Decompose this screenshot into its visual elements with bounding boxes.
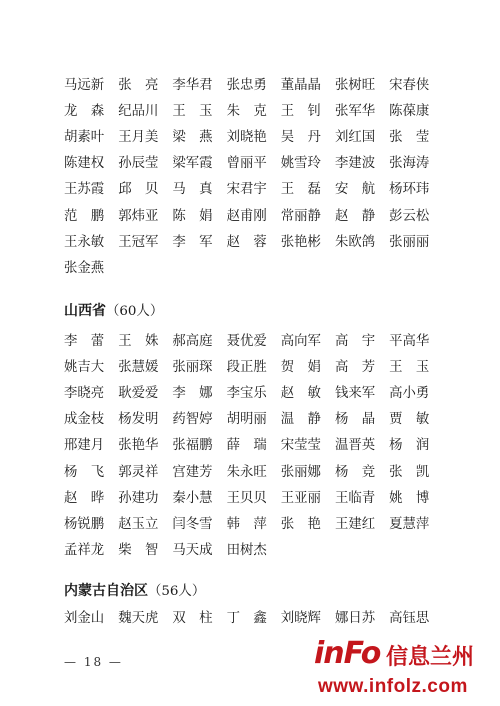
section-heading-inner-mongolia (64, 580, 205, 600)
person-name: 成金枝 (64, 412, 105, 428)
person-name: 贾 敏 (389, 412, 430, 428)
section-count: （56人） (148, 584, 206, 599)
name-row (64, 253, 443, 279)
person-name: 钱来军 (334, 385, 376, 401)
person-name: 姚吉大 (64, 359, 105, 375)
person-name: 吴 丹 (280, 129, 321, 145)
person-name: 魏天虎 (118, 610, 159, 626)
name-row (64, 431, 443, 457)
person-name: 姚 博 (389, 490, 430, 506)
person-name: 王永敏 (64, 234, 105, 250)
person-name: 闫冬雪 (172, 516, 213, 532)
person-name: 邱 贝 (118, 182, 159, 198)
person-name: 宋莹莹 (280, 438, 321, 454)
person-name: 王月美 (118, 129, 159, 145)
name-row (64, 378, 443, 404)
person-name: 张丽丽 (389, 234, 430, 250)
name-row (64, 457, 443, 483)
person-name: 高钰思 (389, 610, 430, 626)
person-name: 张 艳 (280, 516, 321, 532)
person-name: 杨 飞 (64, 464, 105, 480)
person-name: 李建波 (334, 156, 376, 172)
person-name: 高小勇 (389, 385, 430, 401)
person-name: 宋春侠 (389, 77, 430, 93)
name-list-section-2 (64, 326, 443, 562)
name-row (64, 96, 443, 122)
person-name: 秦小慧 (172, 490, 213, 506)
person-name: 张军华 (334, 103, 376, 119)
person-name: 王建红 (334, 516, 376, 532)
person-name: 柴 智 (118, 543, 159, 559)
person-name: 梁军霞 (172, 156, 213, 172)
person-name: 胡明丽 (226, 412, 267, 428)
person-name: 宋君宇 (226, 182, 267, 198)
person-name: 张树旺 (334, 77, 376, 93)
person-name: 王冠军 (118, 234, 159, 250)
person-name: 药智婷 (172, 412, 213, 428)
person-name: 刘晓艳 (226, 129, 267, 145)
person-name: 郭灵祥 (118, 464, 159, 480)
person-name: 杨发明 (118, 412, 159, 428)
name-row (64, 352, 443, 378)
person-name: 李宝乐 (226, 385, 267, 401)
person-name: 朱永旺 (226, 464, 267, 480)
name-row (64, 201, 443, 227)
person-name: 杨 润 (389, 438, 430, 454)
person-name: 陈建权 (64, 156, 105, 172)
person-name: 安 航 (334, 182, 376, 198)
name-list-section-1 (64, 70, 443, 280)
person-name: 王亚丽 (280, 490, 321, 506)
watermark-url: www.infolz.com (318, 676, 468, 697)
person-name: 常丽静 (280, 208, 321, 224)
person-name: 王临青 (334, 490, 376, 506)
name-row (64, 603, 443, 629)
person-name: 聂优爱 (226, 333, 267, 349)
name-row (64, 536, 443, 562)
person-name: 张慧媛 (118, 359, 159, 375)
person-name: 高 芳 (334, 359, 376, 375)
person-name: 姚雪玲 (280, 156, 321, 172)
person-name: 孙辰莹 (118, 156, 159, 172)
name-list-section-3 (64, 603, 443, 629)
person-name: 张艳彬 (280, 234, 321, 250)
person-name: 张福鹏 (172, 438, 213, 454)
person-name: 张 莹 (389, 129, 430, 145)
watermark-logo: inFo (314, 636, 381, 671)
person-name: 夏慧萍 (389, 516, 430, 532)
name-row (64, 175, 443, 201)
person-name: 张丽娜 (280, 464, 321, 480)
person-name: 薛 瑞 (226, 438, 267, 454)
person-name: 王 磊 (280, 182, 321, 198)
person-name: 李晓亮 (64, 385, 105, 401)
person-name: 王 钊 (280, 103, 321, 119)
person-name: 胡素叶 (64, 129, 105, 145)
person-name: 耿爱爱 (118, 385, 159, 401)
person-name: 曾丽平 (226, 156, 267, 172)
person-name: 张 凯 (389, 464, 430, 480)
section-title: 内蒙古自治区 (64, 583, 148, 599)
person-name: 王苏霞 (64, 182, 105, 198)
person-name: 李 军 (172, 234, 213, 250)
person-name: 李华君 (172, 77, 213, 93)
person-name: 王 玉 (389, 359, 430, 375)
person-name: 马远新 (64, 77, 105, 93)
person-name: 丁 鑫 (226, 610, 267, 626)
person-name: 赵 蓉 (226, 234, 267, 250)
person-name: 杨 晶 (334, 412, 376, 428)
person-name: 王 玉 (172, 103, 213, 119)
person-name: 宫建芳 (172, 464, 213, 480)
person-name: 赵 敏 (280, 385, 321, 401)
person-name: 平高华 (389, 333, 430, 349)
person-name: 范 鹏 (64, 208, 105, 224)
person-name: 张忠勇 (226, 77, 267, 93)
person-name: 温晋英 (334, 438, 376, 454)
person-name: 彭云松 (389, 208, 430, 224)
section-count: （60人） (106, 304, 164, 319)
person-name: 李 蕾 (64, 333, 105, 349)
person-name: 田树杰 (226, 543, 267, 559)
person-name: 郝高庭 (172, 333, 213, 349)
person-name: 王 姝 (118, 333, 159, 349)
person-name: 张 亮 (118, 77, 159, 93)
watermark (314, 636, 486, 700)
person-name: 刘金山 (64, 610, 105, 626)
name-row (64, 149, 443, 175)
person-name: 段正胜 (226, 359, 267, 375)
person-name: 孙建功 (118, 490, 159, 506)
person-name: 韩 萍 (226, 516, 267, 532)
person-name: 高 宇 (334, 333, 376, 349)
section-title: 山西省 (64, 303, 106, 319)
person-name: 张海涛 (389, 156, 430, 172)
person-name: 双 柱 (172, 610, 213, 626)
person-name: 李 娜 (172, 385, 213, 401)
name-row (64, 227, 443, 253)
person-name: 刘红国 (334, 129, 376, 145)
person-name: 朱 克 (226, 103, 267, 119)
person-name: 赵甫刚 (226, 208, 267, 224)
person-name: 马天成 (172, 543, 213, 559)
person-name: 杨锐鹏 (64, 516, 105, 532)
section-heading-shanxi (64, 300, 163, 320)
person-name: 赵 晔 (64, 490, 105, 506)
person-name: 朱欧鸽 (334, 234, 376, 250)
name-row (64, 70, 443, 96)
person-name: 邢建月 (64, 438, 105, 454)
person-name: 董晶晶 (280, 77, 321, 93)
person-name: 王贝贝 (226, 490, 267, 506)
person-name: 高向军 (280, 333, 321, 349)
name-row (64, 483, 443, 509)
person-name: 陈 娟 (172, 208, 213, 224)
person-name: 张艳华 (118, 438, 159, 454)
name-row (64, 122, 443, 148)
person-name: 马 真 (172, 182, 213, 198)
person-name: 赵玉立 (118, 516, 159, 532)
name-row (64, 405, 443, 431)
name-row (64, 326, 443, 352)
person-name: 赵 静 (334, 208, 376, 224)
person-name: 贺 娟 (280, 359, 321, 375)
name-row (64, 509, 443, 535)
person-name: 温 静 (280, 412, 321, 428)
person-name: 张金燕 (64, 260, 105, 276)
person-name: 龙 森 (64, 103, 105, 119)
person-name: 张丽琛 (172, 359, 213, 375)
page-number: — 18 — (64, 655, 123, 669)
person-name: 纪品川 (118, 103, 159, 119)
person-name: 杨环玮 (389, 182, 430, 198)
person-name: 杨 竞 (334, 464, 376, 480)
person-name: 梁 燕 (172, 129, 213, 145)
person-name: 陈葆康 (389, 103, 430, 119)
watermark-site-name: 信息兰州 (386, 645, 475, 670)
person-name: 刘晓辉 (280, 610, 321, 626)
person-name: 娜日苏 (334, 610, 376, 626)
person-name: 孟祥龙 (64, 543, 105, 559)
person-name: 郭炜亚 (118, 208, 159, 224)
